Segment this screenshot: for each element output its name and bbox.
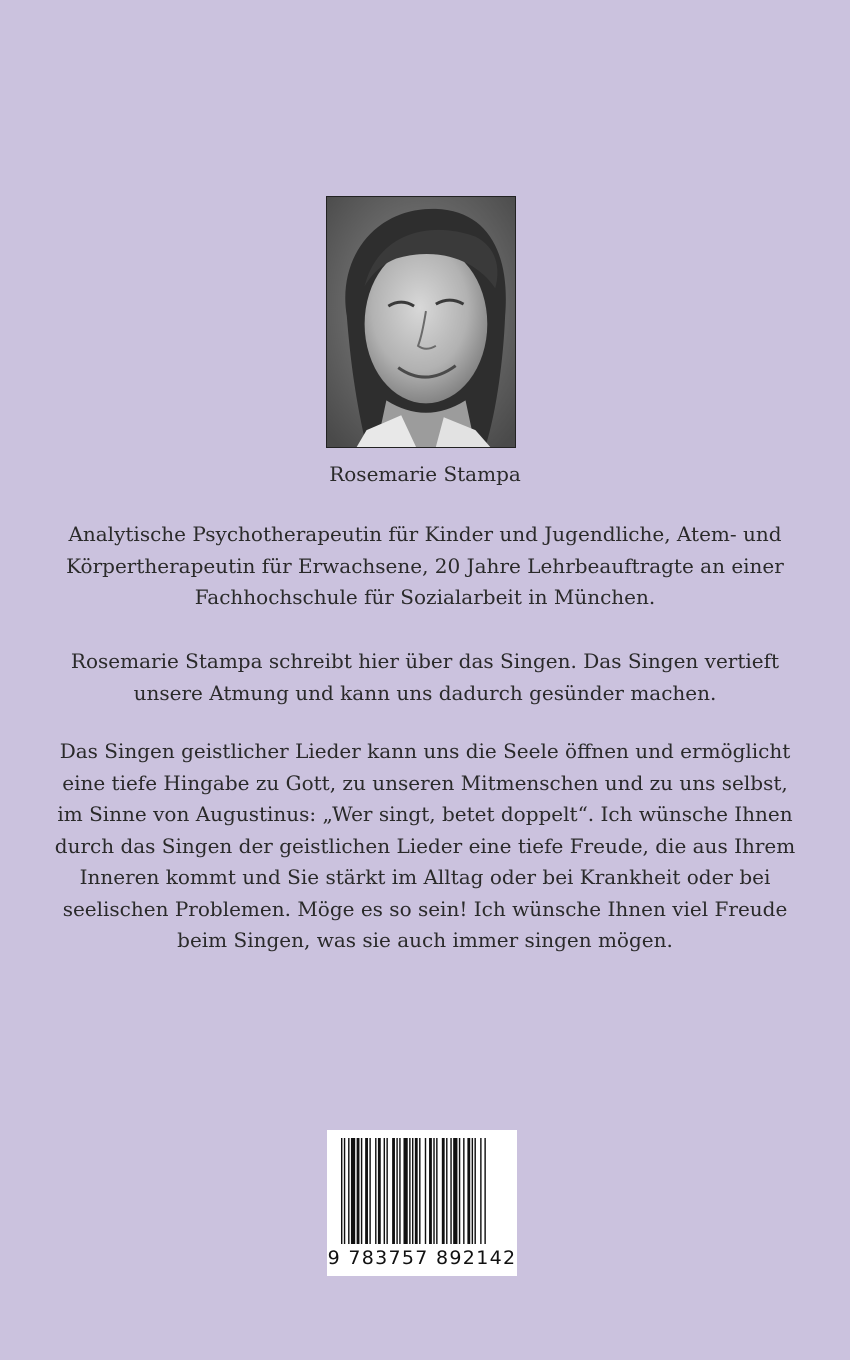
intro-paragraph (40, 646, 810, 709)
text-line: unsere Atmung und kann uns dadurch gesünder machen. (133, 680, 717, 705)
text-line: im Sinne von Augustinus: „Wer singt, betet doppelt“. Ich wünsche Ihnen (57, 802, 793, 826)
text-line: Inneren kommt und Sie stärkt im Alltag oder bei Krankheit oder bei (79, 865, 771, 889)
isbn-barcode (327, 1130, 517, 1276)
bio-paragraph (40, 519, 810, 614)
text-line: durch das Singen der geistlichen Lieder eine tiefe Freude, die aus Ihrem (54, 833, 796, 858)
description-paragraph (40, 736, 810, 957)
text-line: Rosemarie Stampa schreibt hier über das Singen. Das Singen vertieft (70, 649, 780, 673)
author-name: Rosemarie Stampa (329, 462, 521, 486)
text-line: Fachhochschule für Sozialarbeit in München. (194, 585, 656, 609)
text-line: Das Singen geistlicher Lieder kann uns die Seele öffnen und ermöglicht (59, 739, 791, 763)
text-line: eine tiefe Hingabe zu Gott, zu unseren Mitmenschen und zu uns selbst, (62, 770, 788, 795)
text-line: seelischen Problemen. Möge es so sein! Ich wünsche Ihnen viel Freude (62, 896, 788, 921)
author-portrait-photo (327, 197, 515, 447)
author-photo (326, 196, 516, 448)
text-line: beim Singen, was sie auch immer singen mögen. (177, 928, 673, 952)
text-line: Körpertherapeutin für Erwachsene, 20 Jahre Lehrbeauftragte an einer (66, 553, 784, 578)
text-line: Analytische Psychotherapeutin für Kinder und Jugendliche, Atem- und (68, 522, 782, 546)
barcode-bars-icon (337, 1138, 507, 1246)
barcode-digits: 9 783757 892142 (327, 1247, 517, 1269)
